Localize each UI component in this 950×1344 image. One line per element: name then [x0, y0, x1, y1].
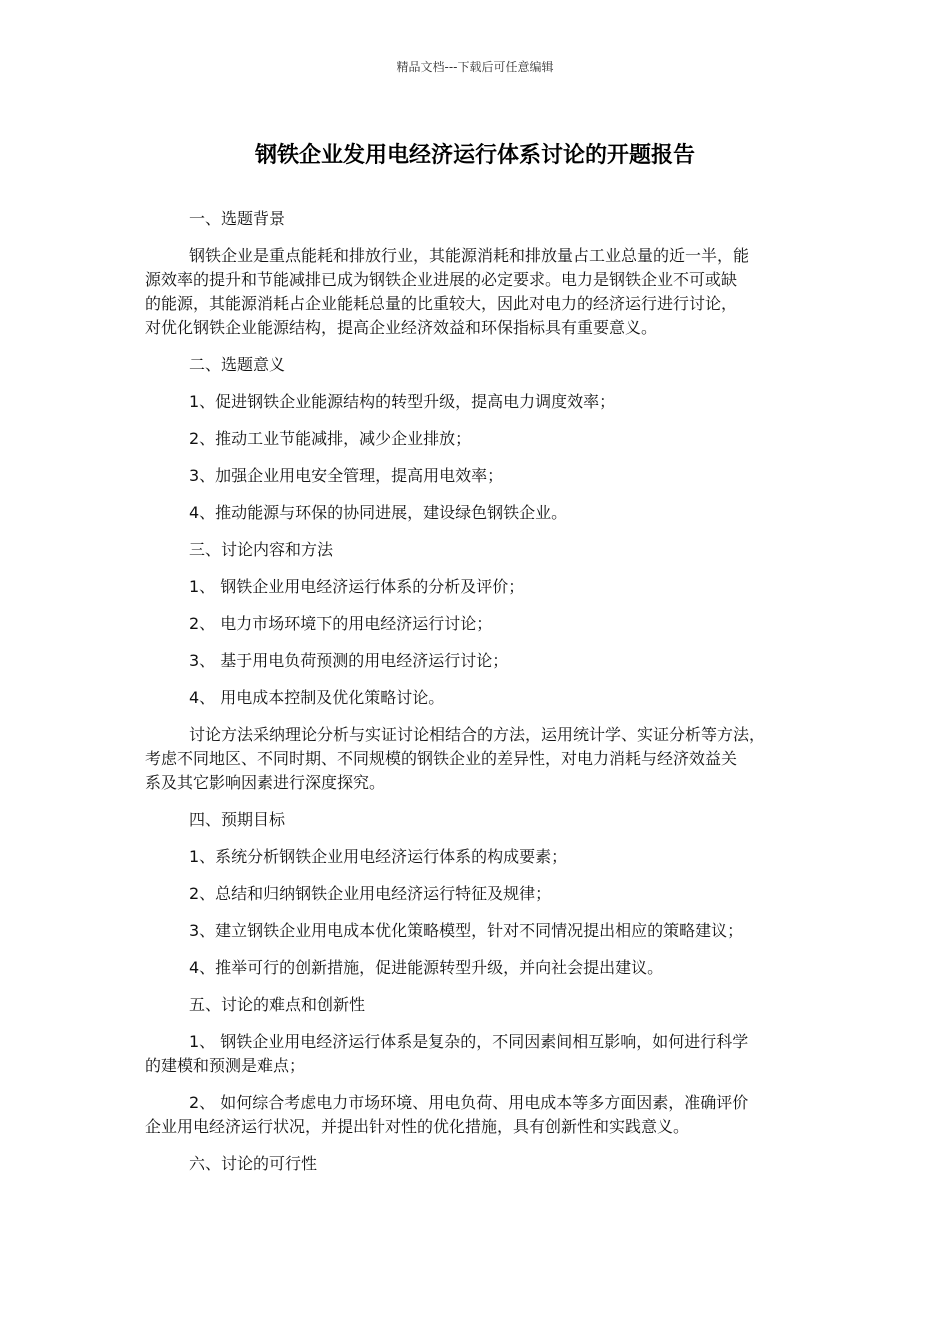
section-heading-4: 四、预期目标 [189, 810, 286, 829]
list-item: 2、总结和归纳钢铁企业用电经济运行特征及规律； [189, 884, 552, 903]
difficulty-item-1 [145, 1030, 813, 1078]
list-item: 2、推动工业节能减排，减少企业排放； [189, 429, 472, 448]
header-note: 精品文档---下载后可任意编辑 [396, 60, 554, 74]
list-item: 4、推动能源与环保的协同进展，建设绿色钢铁企业。 [189, 503, 568, 522]
paragraph-line: 的能源，其能源消耗占企业能耗总量的比重较大，因此对电力的经济运行进行讨论， [145, 294, 738, 313]
list-item: 2、 电力市场环境下的用电经济运行讨论； [189, 614, 493, 633]
background-paragraph [145, 244, 813, 340]
paragraph-line: 系及其它影响因素进行深度探究。 [145, 773, 386, 792]
list-item: 1、促进钢铁企业能源结构的转型升级，提高电力调度效率； [189, 392, 616, 411]
document-title: 钢铁企业发用电经济运行体系讨论的开题报告 [254, 143, 695, 168]
list-item: 3、 基于用电负荷预测的用电经济运行讨论； [189, 651, 509, 670]
method-paragraph [145, 723, 813, 795]
paragraph-line: 对优化钢铁企业能源结构，提高企业经济效益和环保指标具有重要意义。 [145, 318, 658, 337]
section-heading-3: 三、讨论内容和方法 [189, 540, 334, 559]
section-heading-6: 六、讨论的可行性 [189, 1154, 318, 1173]
paragraph-line: 源效率的提升和节能减排已成为钢铁企业进展的必定要求。电力是钢铁企业不可或缺 [145, 270, 738, 289]
list-item: 3、建立钢铁企业用电成本优化策略模型，针对不同情况提出相应的策略建议； [189, 921, 744, 940]
section-heading-5: 五、讨论的难点和创新性 [189, 995, 366, 1014]
paragraph-line: 企业用电经济运行状况，并提出针对性的优化措施，具有创新性和实践意义。 [145, 1117, 690, 1136]
list-item: 4、推举可行的创新措施，促进能源转型升级，并向社会提出建议。 [189, 958, 664, 977]
difficulty-item-2 [145, 1091, 813, 1139]
section-heading-1: 一、选题背景 [189, 209, 286, 228]
paragraph-line: 讨论方法采纳理论分析与实证讨论相结合的方法，运用统计学、实证分析等方法， [189, 725, 766, 744]
paragraph-line: 1、 钢铁企业用电经济运行体系是复杂的，不同因素间相互影响，如何进行科学 [189, 1032, 749, 1051]
paragraph-line: 2、 如何综合考虑电力市场环境、用电负荷、用电成本等多方面因素，准确评价 [189, 1093, 749, 1112]
section-heading-2: 二、选题意义 [189, 355, 286, 374]
paragraph-line: 钢铁企业是重点能耗和排放行业，其能源消耗和排放量占工业总量的近一半，能 [189, 246, 750, 265]
list-item: 1、 钢铁企业用电经济运行体系的分析及评价； [189, 577, 525, 596]
list-item: 3、加强企业用电安全管理，提高用电效率； [189, 466, 504, 485]
paragraph-line: 考虑不同地区、不同时期、不同规模的钢铁企业的差异性，对电力消耗与经济效益关 [145, 749, 738, 768]
paragraph-line: 的建模和预测是难点； [145, 1056, 306, 1075]
document-body [145, 207, 813, 1189]
list-item: 1、系统分析钢铁企业用电经济运行体系的构成要素； [189, 847, 568, 866]
list-item: 4、 用电成本控制及优化策略讨论。 [189, 688, 445, 707]
